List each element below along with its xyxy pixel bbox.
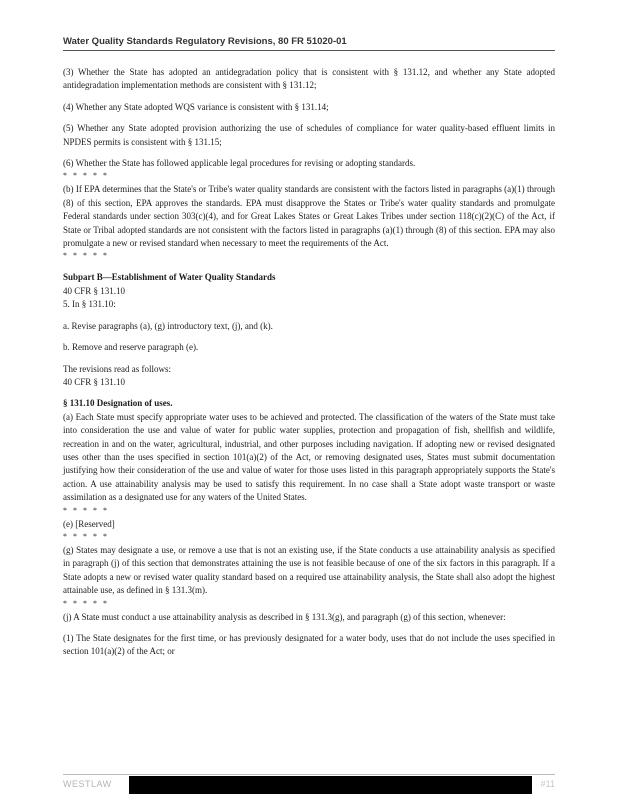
omission-stars: * * * * *	[63, 171, 109, 181]
paragraph-131-10-a: (a) Each State must specify appropriate water uses to be achieved and protected. The classification of the waters of the State must take into consideration the use and value of water for public water supplies, protection and propagation of fish, shellfish and wildlife, recreation in and on the water, agricultural, industrial, and other purposes including navigation. If adopting new or revised designated uses other than the uses specified in section 101(a)(2) of the Act, or removing designated uses, States must submit documentation justifying how their consideration of the use and value of water for those uses listed in this paragraph appropriately supports the State's action. A use attainability analysis may be used to satisfy this requirement. In no case shall a State adopt waste transport or waste assimilation as a designated use for any waters of the United States.	[63, 411, 555, 503]
document-body	[63, 66, 555, 667]
revisions-intro: The revisions read as follows:	[63, 363, 171, 374]
omission-stars: * * * * *	[63, 531, 109, 541]
subpart-heading: Subpart B—Establishment of Water Quality Standards	[63, 272, 276, 283]
paragraph-131-10-g: (g) States may designate a use, or remove a use that is not an existing use, if the State conducts a use attainability analysis as specified in paragraph (j) of this section that demonstrates attaining the use is not feasible because of one of the six factors in this paragraph. If a State adopts a new or revised water quality standard based on a required use attainability analysis, the State shall also adopt the highest attainable use, as defined in § 131.3(m).	[63, 544, 555, 596]
section-heading: § 131.10 Designation of uses.	[63, 398, 173, 409]
paragraph-b: (b) If EPA determines that the State's or Tribe's water quality standards are consistent with the factors listed in paragraphs (a)(1) through (8) of this section, EPA approves the standards. EPA must disapprove the States or Tribe's water quality standards and promulgate Federal standards under section 303(c)(4), and for Great Lakes States or Great Lakes Tribes under section 118(c)(2)(C) of the Act, if State or Tribal adopted standards are not consistent with the factors listed in paragraphs (a)(1) through (8) of this section. EPA may also promulgate a new or revised standard when necessary to meet the requirements of the Act.	[63, 184, 555, 249]
omission-stars: * * * * *	[63, 598, 109, 608]
omission-stars: * * * * *	[63, 251, 109, 261]
paragraph-131-10-j: (j) A State must conduct a use attainability analysis as described in § 131.3(g), and paragraph (g) of this section, whenever:	[63, 611, 506, 622]
page-footer	[63, 774, 555, 793]
paragraph-a3: (3) Whether the State has adopted an antidegradation policy that is consistent with § 131.12, and whether any State adopted antidegradation implementation methods are consistent with § 131.12;	[63, 67, 555, 91]
page-number: #11	[540, 779, 555, 789]
amendment-item-b: b. Remove and reserve paragraph (e).	[63, 342, 199, 353]
paragraph-a5: (5) Whether any State adopted provision authorizing the use of schedules of compliance for water quality-based effluent limits in NPDES permits is consistent with § 131.15;	[63, 123, 555, 147]
cfr-citation[interactable]: 40 CFR § 131.10	[63, 285, 126, 296]
publisher-label: WESTLAW	[63, 779, 112, 789]
cfr-citation[interactable]: 40 CFR § 131.10	[63, 376, 126, 387]
omission-stars: * * * * *	[63, 505, 109, 515]
paragraph-a4: (4) Whether any State adopted WQS variance is consistent with § 131.14;	[63, 101, 329, 112]
amendment-item-a: a. Revise paragraphs (a), (g) introductory text, (j), and (k).	[63, 320, 273, 331]
redaction-bar	[129, 776, 532, 794]
paragraph-a6: (6) Whether the State has followed applicable legal procedures for revising or adopting standards.	[63, 158, 416, 169]
paragraph-131-10-e: (e) [Reserved]	[63, 518, 115, 529]
running-header: Water Quality Standards Regulatory Revisions, 80 FR 51020-01	[63, 36, 555, 51]
amendment-instruction: 5. In § 131.10:	[63, 299, 116, 310]
paragraph-131-10-j1: (1) The State designates for the first time, or has previously designated for a water body, uses that do not include the uses specified in section 101(a)(2) of the Act; or	[63, 633, 555, 657]
